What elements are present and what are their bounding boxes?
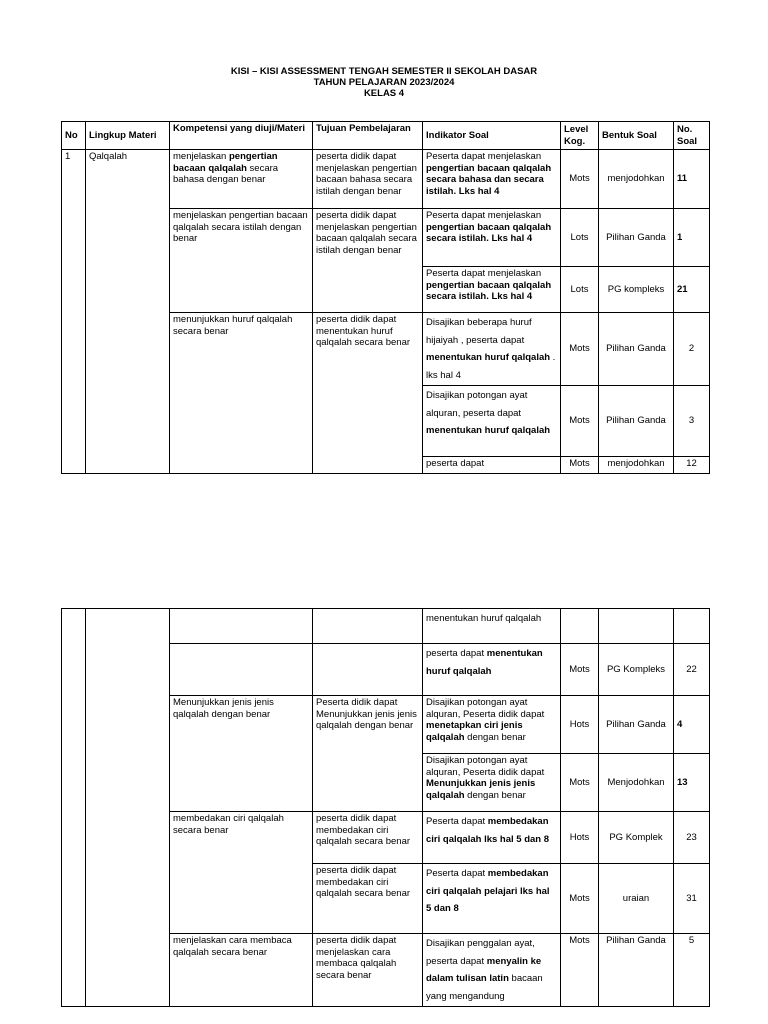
cell-nosoal: 31 — [674, 864, 710, 934]
cell-indikator: Disajikan potongan ayat alquran, peserta dapat menentukan huruf qalqalah — [423, 386, 561, 457]
cell-level: Mots — [561, 754, 599, 812]
header-tujuan: Tujuan Pembelajaran — [313, 122, 423, 150]
cell-bentuk: Pilihan Ganda — [599, 934, 674, 1007]
cell-tujuan: peserta didik dapat menjelaskan cara membaca qalqalah secara benar — [313, 934, 423, 1007]
cell-bentuk: uraian — [599, 864, 674, 934]
cell-level: Mots — [561, 313, 599, 386]
cell-level: Lots — [561, 209, 599, 267]
cell-kompetensi: menunjukkan huruf qalqalah secara benar — [170, 313, 313, 474]
cell-level: Mots — [561, 934, 599, 1007]
cell-nosoal: 4 — [674, 696, 710, 754]
cell-tujuan: peserta didik dapat membedakan ciri qalqalah secara benar — [313, 812, 423, 864]
document-title — [0, 66, 768, 99]
cell-tujuan — [313, 609, 423, 644]
cell-nosoal: 13 — [674, 754, 710, 812]
cell-indikator: peserta dapat menentukan huruf qalqalah — [423, 644, 561, 696]
cell-bentuk: Pilihan Ganda — [599, 313, 674, 386]
cell-no: 1 — [62, 150, 86, 474]
cell-kompetensi: menjelaskan cara membaca qalqalah secara benar — [170, 934, 313, 1007]
cell-kompetensi: menjelaskan pengertian bacaan qalqalah secara istilah dengan benar — [170, 209, 313, 313]
cell-kompetensi — [170, 609, 313, 644]
title-line-2: TAHUN PELAJARAN 2023/2024 — [313, 77, 455, 88]
cell-nosoal: 1 — [674, 209, 710, 267]
cell-indikator: peserta dapat — [423, 457, 561, 474]
kisi-table-page-1 — [61, 121, 710, 474]
cell-level: Lots — [561, 267, 599, 313]
kisi-table-page-2 — [61, 608, 710, 1007]
cell-level: Mots — [561, 644, 599, 696]
cell-kompetensi: menjelaskan pengertian bacaan qalqalah secara bahasa dengan benar — [170, 150, 313, 209]
cell-nosoal: 12 — [674, 457, 710, 474]
cell-bentuk: Pilihan Ganda — [599, 386, 674, 457]
cell-kompetensi: membedakan ciri qalqalah secara benar — [170, 812, 313, 934]
cell-indikator: Peserta dapat menjelaskan pengertian bacaan qalqalah secara bahasa dan secara istilah. Lks hal 4 — [423, 150, 561, 209]
cell-indikator: menentukan huruf qalqalah — [423, 609, 561, 644]
cell-bentuk: PG kompleks — [599, 267, 674, 313]
cell-level: Mots — [561, 150, 599, 209]
cell-nosoal — [674, 609, 710, 644]
header-bentuk: Bentuk Soal — [599, 122, 674, 150]
cell-level: Hots — [561, 812, 599, 864]
cell-nosoal: 22 — [674, 644, 710, 696]
cell-level: Mots — [561, 864, 599, 934]
cell-kompetensi — [170, 644, 313, 696]
cell-kompetensi: Menunjukkan jenis jenis qalqalah dengan benar — [170, 696, 313, 812]
table-row — [62, 609, 710, 644]
table-row — [62, 150, 710, 209]
header-no: No — [62, 122, 86, 150]
title-line-1: KISI – KISI ASSESSMENT TENGAH SEMESTER II SEKOLAH DASAR — [230, 66, 538, 77]
cell-no — [62, 609, 86, 1007]
cell-indikator: Peserta dapat menjelaskan pengertian bacaan qalqalah secara istilah. Lks hal 4 — [423, 209, 561, 267]
cell-lingkup — [86, 609, 170, 1007]
header-nosoal: No. Soal — [674, 122, 710, 150]
cell-indikator: Peserta dapat membedakan ciri qalqalah lks hal 5 dan 8 — [423, 812, 561, 864]
title-line-3: KELAS 4 — [363, 88, 405, 99]
cell-bentuk: Menjodohkan — [599, 754, 674, 812]
cell-nosoal: 3 — [674, 386, 710, 457]
cell-lingkup: Qalqalah — [86, 150, 170, 474]
cell-indikator: Disajikan potongan ayat alquran, Peserta didik dapat menetapkan ciri jenis qalqalah dengan benar — [423, 696, 561, 754]
cell-nosoal: 21 — [674, 267, 710, 313]
header-indikator: Indikator Soal — [423, 122, 561, 150]
cell-indikator: Disajikan penggalan ayat, peserta dapat menyalin ke dalam tulisan latin bacaan yang mengandung — [423, 934, 561, 1007]
cell-bentuk: menjodohkan — [599, 457, 674, 474]
cell-level: Hots — [561, 696, 599, 754]
cell-indikator: Peserta dapat menjelaskan pengertian bacaan qalqalah secara istilah. Lks hal 4 — [423, 267, 561, 313]
cell-level: Mots — [561, 457, 599, 474]
cell-level: Mots — [561, 386, 599, 457]
cell-nosoal: 2 — [674, 313, 710, 386]
table-header-row — [62, 122, 710, 150]
header-level: Level Kog. — [561, 122, 599, 150]
cell-tujuan: peserta didik dapat menentukan huruf qalqalah secara benar — [313, 313, 423, 474]
cell-tujuan — [313, 644, 423, 696]
cell-bentuk: Pilihan Ganda — [599, 696, 674, 754]
cell-tujuan: peserta didik dapat menjelaskan pengertian bacaan qalqalah secara istilah dengan benar — [313, 209, 423, 313]
cell-bentuk: menjodohkan — [599, 150, 674, 209]
cell-bentuk: PG Kompleks — [599, 644, 674, 696]
cell-bentuk — [599, 609, 674, 644]
cell-level — [561, 609, 599, 644]
cell-tujuan: peserta didik dapat membedakan ciri qalqalah secara benar — [313, 864, 423, 934]
cell-indikator: Disajikan potongan ayat alquran, Peserta didik dapat Menunjukkan jenis jenis qalqalah dengan benar — [423, 754, 561, 812]
cell-indikator: Disajikan beberapa huruf hijaiyah , peserta dapat menentukan huruf qalqalah . lks hal 4 — [423, 313, 561, 386]
cell-nosoal: 5 — [674, 934, 710, 1007]
header-lingkup: Lingkup Materi — [86, 122, 170, 150]
cell-indikator: Peserta dapat membedakan ciri qalqalah pelajari lks hal 5 dan 8 — [423, 864, 561, 934]
cell-bentuk: Pilihan Ganda — [599, 209, 674, 267]
header-kompetensi: Kompetensi yang diuji/Materi — [170, 122, 313, 150]
cell-tujuan: Peserta didik dapat Menunjukkan jenis jenis qalqalah dengan benar — [313, 696, 423, 812]
cell-bentuk: PG Komplek — [599, 812, 674, 864]
cell-nosoal: 23 — [674, 812, 710, 864]
cell-tujuan: peserta didik dapat menjelaskan pengertian bacaan bahasa secara istilah dengan benar — [313, 150, 423, 209]
cell-nosoal: 11 — [674, 150, 710, 209]
